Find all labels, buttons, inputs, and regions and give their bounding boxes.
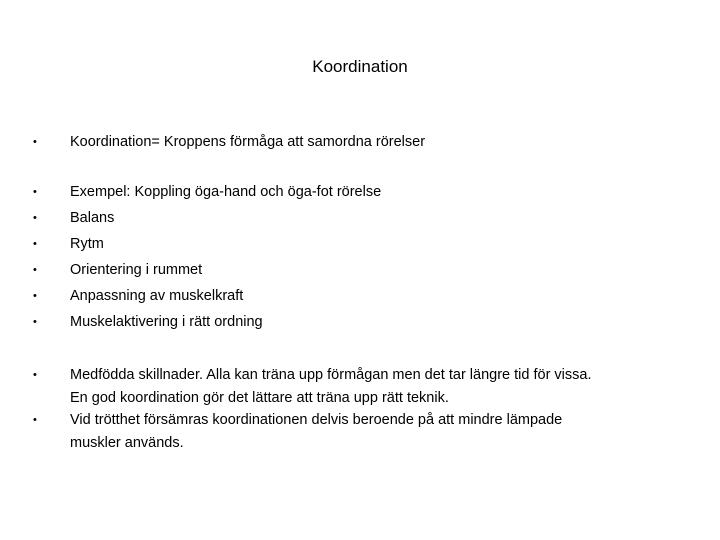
bullet-icon: •: [33, 414, 37, 426]
bullet-icon: •: [33, 186, 37, 198]
list-item-text: Exempel: Koppling öga-hand och öga-fot rörelse: [70, 184, 382, 200]
list-item-text: Muskelaktivering i rätt ordning: [70, 314, 263, 330]
list-item-text: Anpassning av muskelkraft: [70, 288, 244, 304]
list-item-text: Orientering i rummet: [70, 262, 203, 278]
slide-title: Koordination: [312, 57, 408, 76]
bullet-icon: •: [33, 212, 37, 224]
list-item-text: Rytm: [70, 236, 104, 252]
bullet-icon: •: [33, 238, 37, 250]
list-item-line: muskler används.: [70, 435, 184, 451]
bullet-icon: •: [33, 369, 37, 381]
bullet-icon: •: [33, 136, 37, 148]
bullet-icon: •: [33, 264, 37, 276]
list-item-line: Vid trötthet försämras koordinationen delvis beroende på att mindre lämpade: [70, 412, 563, 428]
list-item-text: Balans: [70, 210, 115, 226]
bullet-icon: •: [33, 290, 37, 302]
list-item-line: En god koordination gör det lättare att träna upp rätt teknik.: [70, 390, 449, 406]
list-item-line: Medfödda skillnader. Alla kan träna upp förmågan men det tar längre tid för vissa.: [70, 367, 592, 383]
list-item-text: [70, 364, 680, 410]
bullet-icon: •: [33, 316, 37, 328]
list-item-text: Koordination= Kroppens förmåga att samordna rörelser: [70, 134, 426, 150]
list-item-text: [70, 409, 680, 455]
